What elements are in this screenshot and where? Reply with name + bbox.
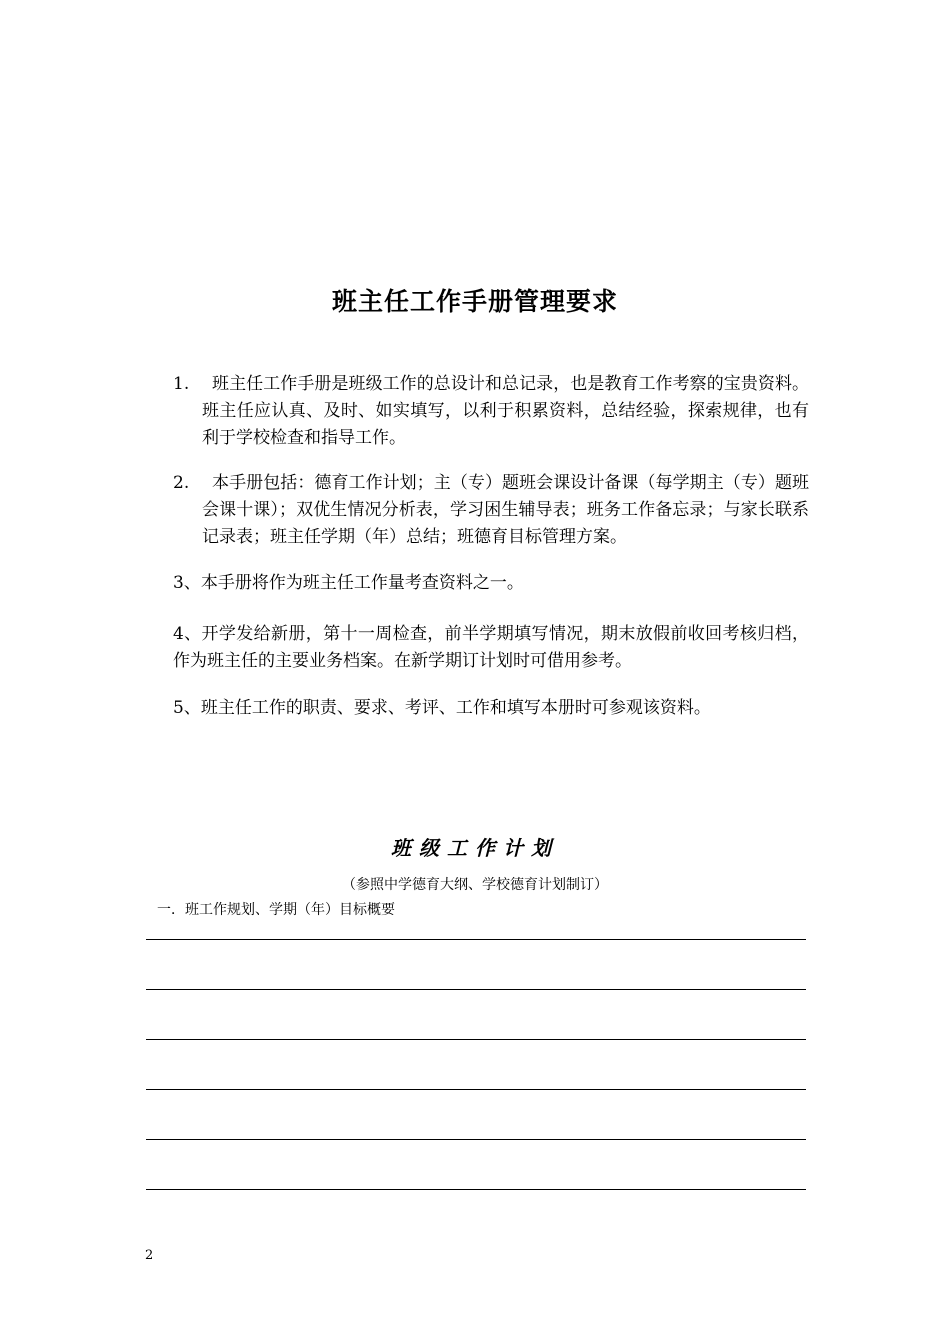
section-heading: 一．班工作规划、学期（年）目标概要 (157, 902, 395, 918)
requirement-text: 3、本手册将作为班主任工作量考查资料之一。 (173, 573, 524, 593)
page-number: 2 (145, 1248, 154, 1263)
requirement-text: 班主任工作手册是班级工作的总设计和总记录，也是教育工作考察的宝贵资料。班主任应认真、及时、如实填写，以利于积累资料，总结经验，探索规律，也有利于学校检查和指导工作。 (202, 374, 809, 448)
blank-writing-line (146, 1189, 806, 1190)
requirement-1 (173, 371, 809, 452)
plan-subtitle: （参照中学德育大纲、学校德育计划制订） (342, 877, 608, 893)
blank-writing-line (146, 1039, 806, 1040)
blank-writing-line (146, 989, 806, 990)
plan-title: 班级工作计划 (391, 836, 559, 860)
blank-writing-line (146, 1139, 806, 1140)
requirement-text: 4、开学发给新册，第十一周检查，前半学期填写情况，期末放假前收回考核归档，作为班主任的主要业务档案。在新学期订计划时可借用参考。 (173, 624, 809, 671)
page-title: 班主任工作手册管理要求 (331, 287, 618, 316)
blank-writing-line (146, 1089, 806, 1090)
requirement-text: 本手册包括：德育工作计划；主（专）题班会课设计备课（每学期主（专）题班会课十课）；双优生情况分析表，学习困生辅导表；班务工作备忘录；与家长联系记录表；班主任学期（年）总结；班德育目标管理方案。 (202, 473, 809, 547)
requirement-4 (173, 621, 809, 675)
requirement-number: 2. (173, 473, 190, 493)
requirement-number: 1. (173, 374, 190, 394)
blank-writing-line (146, 939, 806, 940)
requirement-5 (173, 695, 809, 722)
requirement-2 (173, 470, 809, 551)
requirement-3 (173, 570, 809, 597)
requirement-text: 5、班主任工作的职责、要求、考评、工作和填写本册时可参观该资料。 (173, 698, 711, 718)
